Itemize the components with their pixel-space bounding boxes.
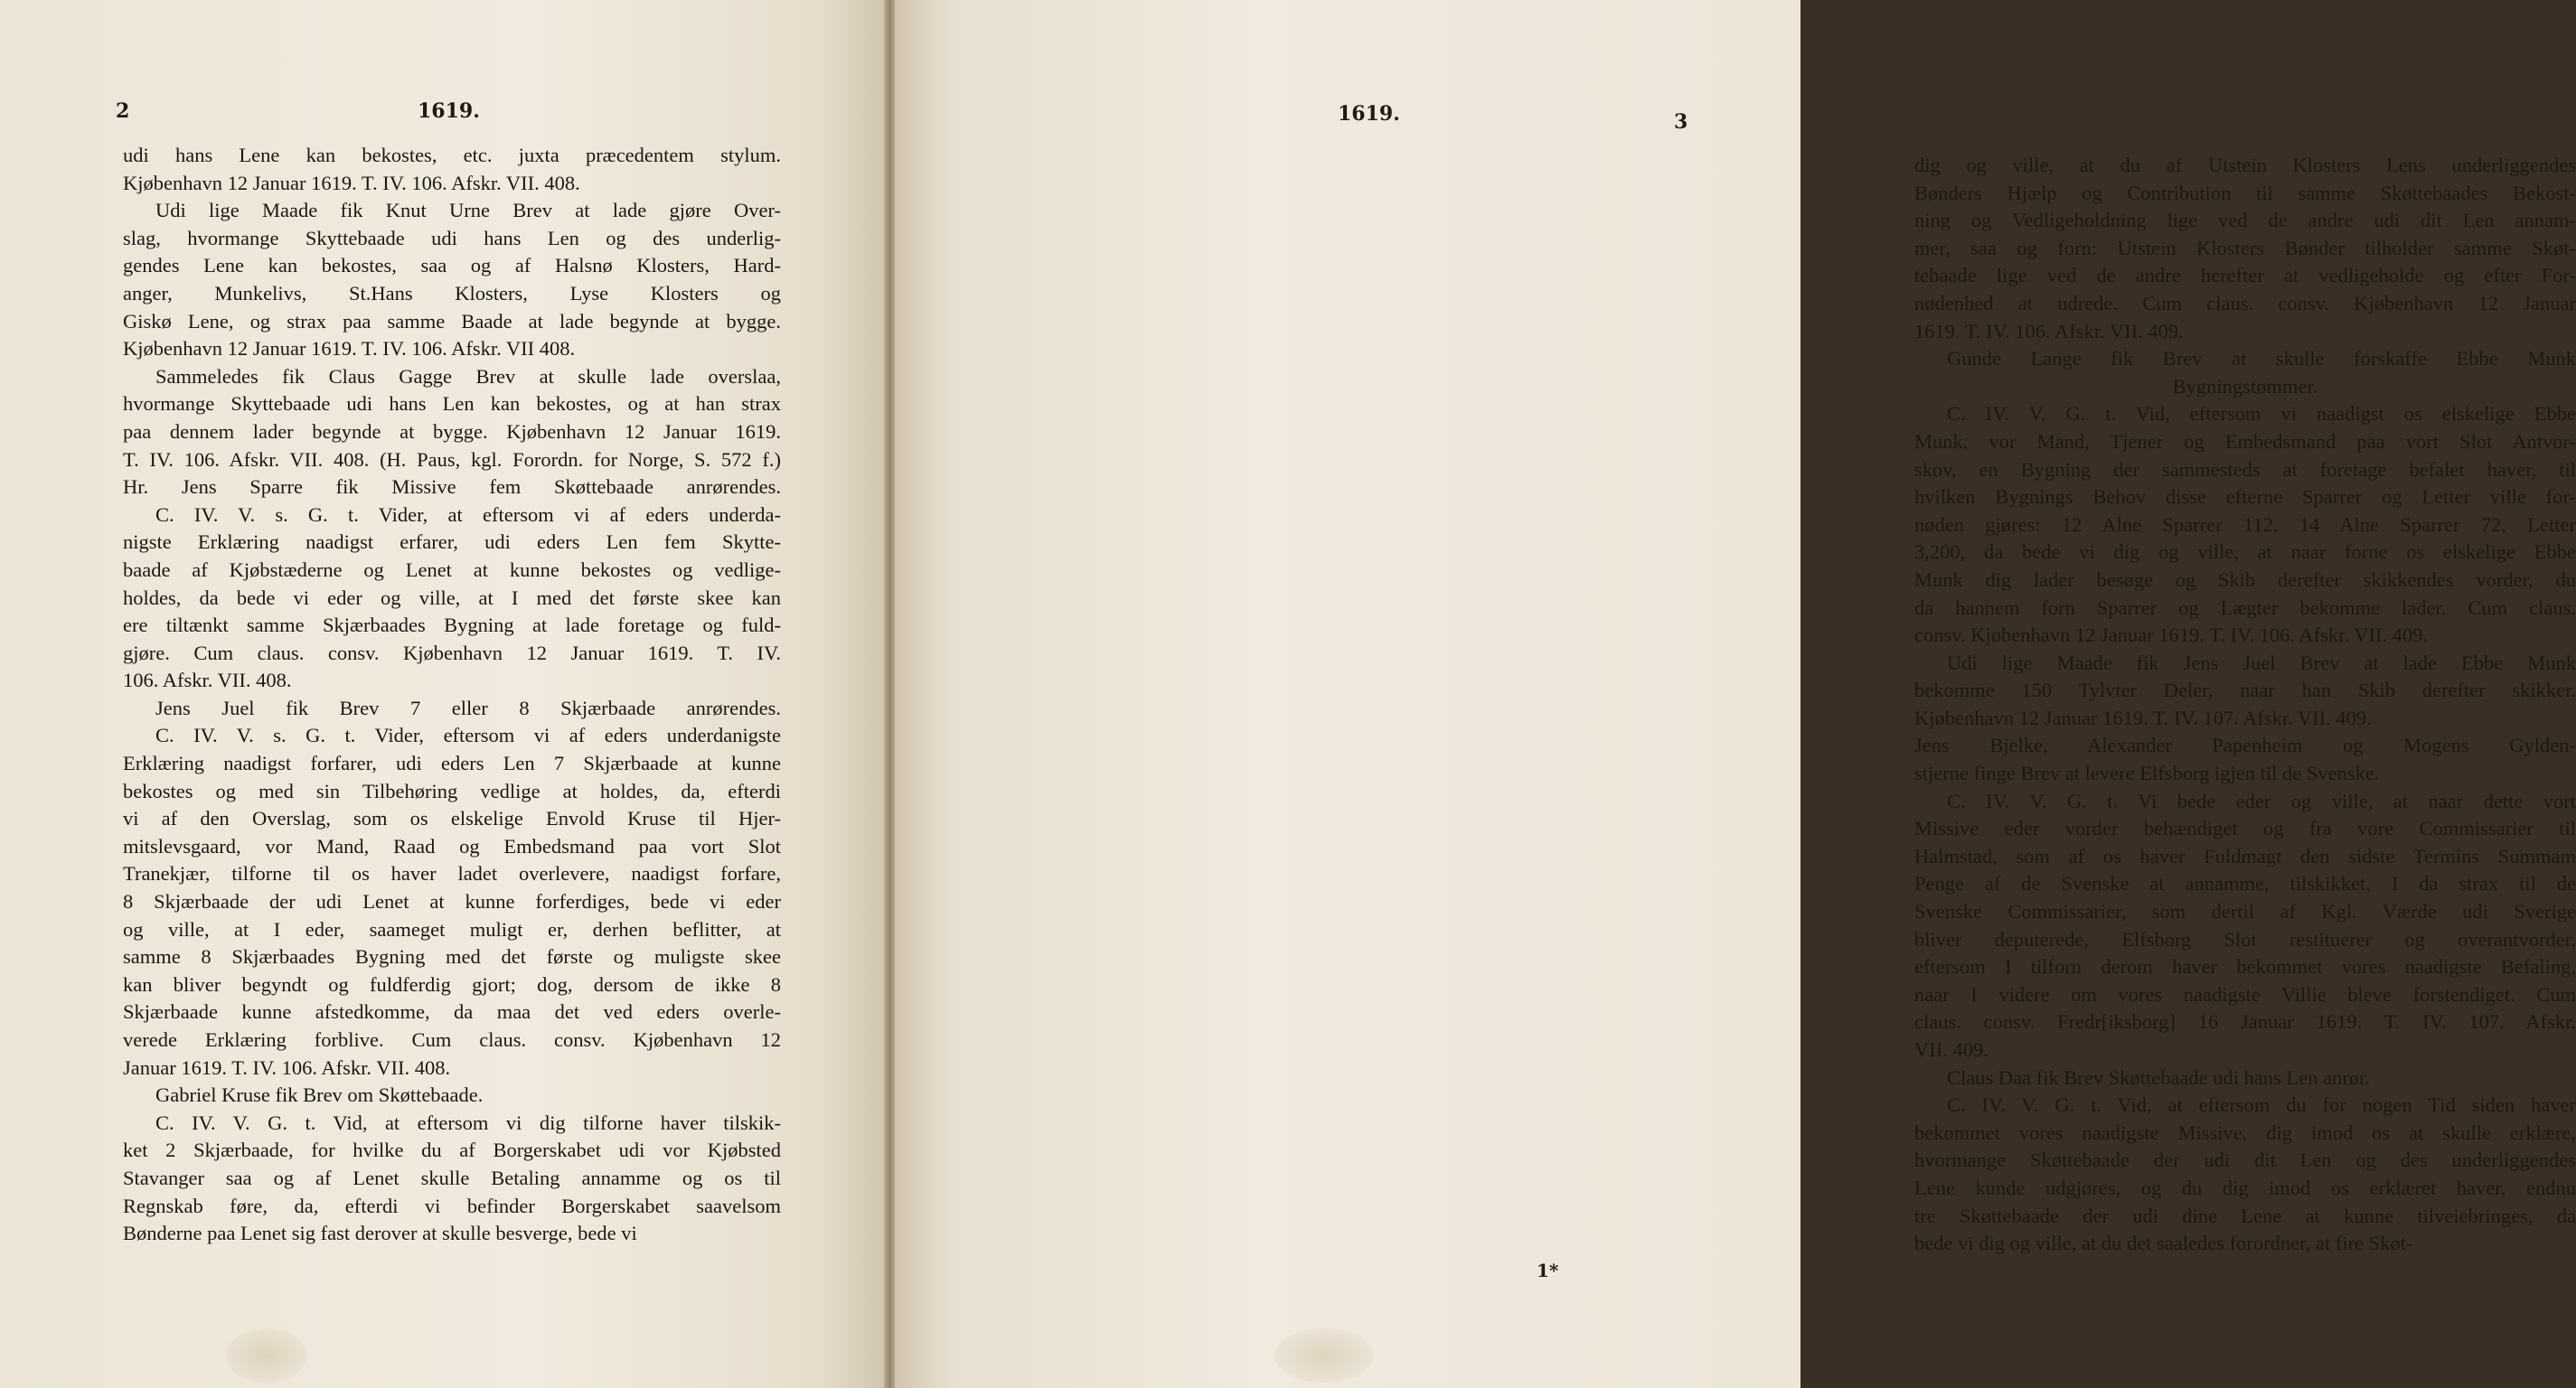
text-line: Kjøbenhavn 12 Januar 1619. T. IV. 106. Afskr. VII. 408.: [123, 171, 580, 194]
text-line: C. IV. V. G. t. Vid, eftersom vi naadigst os elskelige Ebbe: [1947, 402, 2576, 426]
text-line: C. IV. V. s. G. t. Vider, eftersom vi af eders underdanigste: [155, 724, 781, 747]
text-line: bekostes og med sin Tilbehøring vedlige at holdes, da, efterdi: [123, 779, 781, 802]
left-page: [0, 0, 889, 1388]
text-line: verede Erklæring forblive. Cum claus. consv. Kjøbenhavn 12: [123, 1028, 781, 1051]
page-body-text: [1914, 152, 2576, 1258]
text-line: Hr. Jens Sparre fik Missive fem Skøttebaade anrørendes.: [123, 475, 781, 499]
text-line: Munk, vor Mand, Tjener og Embedsmand paa vort Slot Antvor-: [1914, 429, 2576, 453]
right-page: [895, 0, 2576, 1388]
text-line: paa dennem lader begynde at bygge. Kjøbenhavn 12 Januar 1619.: [123, 419, 781, 443]
text-line: Stavanger saa og af Lenet skulle Betaling annamme og os til: [123, 1166, 781, 1189]
text-line: VII. 409.: [1914, 1038, 1988, 1061]
text-line: bede vi dig og ville, at du det saaledes forordner, at fire Skøt-: [1914, 1232, 2413, 1255]
text-line: consv. Kjøbenhavn 12 Januar 1619. T. IV. 106. Afskr. VII. 409.: [1914, 624, 2429, 647]
text-line: T. IV. 106. Afskr. VII. 408. (H. Paus, kgl. Forordn. for Norge, S. 572 f.): [123, 447, 781, 471]
text-line: Bønderne paa Lenet sig fast derover at skulle besverge, bede vi: [123, 1222, 637, 1245]
text-line: slag, hvormange Skyttebaade udi hans Len og des underlig-: [123, 226, 781, 249]
text-line: Halmstad, som af os haver Fuldmagt den sidste Termins Summam: [1914, 844, 2576, 868]
paper-stain: [1274, 1328, 1374, 1383]
text-line: Udi lige Maade fik Knut Urne Brev at lade gjøre Over-: [155, 199, 781, 222]
text-line: Sammeledes fik Claus Gagge Brev at skulle lade overslaa,: [155, 364, 781, 388]
text-line: og ville, at I eder, saameget muligt er, derhen beflitter, at: [123, 917, 781, 941]
text-line: Gunde Lange fik Brev at skulle forskaffe Ebbe Munk: [1947, 347, 2576, 370]
text-line: mer, saa og forn: Utstein Klosters Bønder tilholder samme Skøt-: [1914, 236, 2576, 259]
text-line: Svenske Commissarier, som dertil af Kgl. Værde udi Sverige: [1914, 900, 2576, 924]
text-line: Munk dig lader besøge og Skib derefter skikkendes vorder, du: [1914, 567, 2576, 591]
page-number: 3: [1674, 110, 1688, 134]
text-line: bekommet vores naadigste Missive, dig imod os at skulle erklære,: [1914, 1121, 2576, 1144]
text-line: stjerne finge Brev at levere Elfsborg igjen til de Svenske.: [1914, 762, 2380, 785]
running-head-year: 1619.: [1338, 102, 1400, 126]
text-line: Lene kunde udgjøres, og du dig imod os erklæret haver, endnu: [1914, 1176, 2576, 1199]
text-line: vi af den Overslag, som os elskelige Envold Kruse til Hjer-: [123, 807, 781, 830]
text-line: Erklæring naadigst forfarer, udi eders Len 7 Skjærbaade at kunne: [123, 752, 781, 775]
text-line: bekomme 150 Tylvter Deler, naar han Skib derefter skikker.: [1914, 679, 2576, 702]
text-line: Kjøbenhavn 12 Januar 1619. T. IV. 107. Afskr. VII. 409.: [1914, 706, 2372, 729]
text-line: claus. consv. Fredr[iksborg] 16 Januar 1619. T. IV. 107. Afskr.: [1914, 1010, 2576, 1034]
signature-mark: 1*: [1537, 1260, 1559, 1281]
text-line: Kjøbenhavn 12 Januar 1619. T. IV. 106. Afskr. VII 408.: [123, 337, 576, 361]
text-line: udi hans Lene kan bekostes, etc. juxta præcedentem stylum.: [123, 144, 781, 166]
text-line: nødenhed at udrede. Cum claus. consv. Kjøbenhavn 12 Januar: [1914, 291, 2576, 314]
text-line: Udi lige Maade fik Jens Juel Brev at lade Ebbe Munk: [1947, 651, 2576, 674]
text-line: Januar 1619. T. IV. 106. Afskr. VII. 408.: [123, 1055, 451, 1079]
text-line: bliver deputerede, Elfsborg Slot restituerer og overantvorder,: [1914, 927, 2576, 951]
text-line: Jens Bjelke, Alexander Papenheim og Mogens Gylden-: [1914, 734, 2576, 757]
text-line: kan bliver begyndt og fuldferdig gjort; dog, dersom de ikke 8: [123, 972, 781, 996]
text-line: Penge af de Svenske at annamme, tilskikket, I da strax til de: [1914, 872, 2576, 896]
text-line: hvormange Skyttebaade udi hans Len kan bekostes, og at han strax: [123, 392, 781, 416]
text-line: C. IV. V. G. t. Vid, at eftersom vi dig tilforne haver tilskik-: [155, 1111, 781, 1134]
text-line: Bygningstømmer.: [2172, 374, 2318, 398]
paper-stain: [226, 1328, 307, 1383]
text-line: Tranekjær, tilforne til os haver ladet overlevere, naadigst forfare,: [123, 862, 781, 886]
text-line: mitslevsgaard, vor Mand, Raad og Embedsmand paa vort Slot: [123, 834, 781, 858]
text-line: dig og ville, at du af Utstein Klosters Lens underliggendes: [1914, 154, 2576, 176]
text-line: naar I videre om vores naadigste Villie bleve forstendiget. Cum: [1914, 982, 2576, 1006]
text-line: Regnskab føre, da, efterdi vi befinder Borgerskabet saavelsom: [123, 1194, 781, 1217]
text-line: skov, en Bygning der sammesteds at foretage befalet haver, til: [1914, 457, 2576, 481]
text-line: baade af Kjøbstæderne og Lenet at kunne bekostes og vedlige-: [123, 558, 781, 581]
text-line: anger, Munkelivs, St.Hans Klosters, Lyse Klosters og: [123, 281, 781, 305]
running-head-year: 1619.: [418, 99, 480, 123]
text-line: eftersom I tilforn derom haver bekommet vores naadigste Befaling,: [1914, 955, 2576, 979]
text-line: ning og Vedligeholdning lige ved de andre udi dit Len annam-: [1914, 209, 2576, 232]
text-line: Claus Daa fik Brev Skøttebaade udi hans Len anrør.: [1947, 1065, 2370, 1089]
text-line: da hannem forn Sparrer og Lægter bekomme lader. Cum claus.: [1914, 596, 2576, 619]
text-line: tebaade lige ved de andre herefter at vedligeholde og efter For-: [1914, 264, 2576, 287]
page-number: 2: [116, 99, 130, 123]
text-line: C. IV. V. G. t. Vid, at eftersom du for nogen Tid siden haver: [1947, 1093, 2576, 1117]
text-line: tre Skøttebaade der udi dine Lene at kunne tilveiebringes, da: [1914, 1204, 2576, 1227]
text-line: nigste Erklæring naadigst erfarer, udi eders Len fem Skytte-: [123, 530, 781, 554]
text-line: ere tiltænkt samme Skjærbaades Bygning at lade foretage og fuld-: [123, 614, 781, 637]
text-line: samme 8 Skjærbaades Bygning med det første og muligste skee: [123, 945, 781, 969]
text-line: nøden gjøres: 12 Alne Sparrer 112, 14 Alne Sparrer 72, Letter: [1914, 512, 2576, 536]
text-line: Giskø Lene, og strax paa samme Baade at lade begynde at bygge.: [123, 309, 781, 333]
text-line: C. IV. V. G. t. Vi bede eder og ville, at naar dette vort: [1947, 789, 2576, 812]
text-line: gjøre. Cum claus. consv. Kjøbenhavn 12 Januar 1619. T. IV.: [123, 641, 781, 664]
text-line: holdes, da bede vi eder og ville, at I med det første skee kan: [123, 586, 781, 609]
text-line: 106. Afskr. VII. 408.: [123, 669, 292, 692]
page-body-text: [123, 142, 781, 1248]
text-line: Gabriel Kruse fik Brev om Skøttebaade.: [155, 1083, 484, 1107]
text-line: Missive eder vorder behændiget og fra vore Commissarier til: [1914, 817, 2576, 840]
text-line: hvilken Bygnings Behov disse efterne Sparrer og Letter ville for-: [1914, 485, 2576, 509]
text-line: 3,200, da bede vi dig og ville, at naar forne os elskelige Ebbe: [1914, 540, 2576, 564]
text-line: Skjærbaade kunne afstedkomme, da maa det ved eders overle-: [123, 1000, 781, 1024]
text-line: C. IV. V. s. G. t. Vider, at eftersom vi af eders underda-: [155, 502, 781, 526]
text-line: ket 2 Skjærbaade, for hvilke du af Borgerskabet udi vor Kjøbsted: [123, 1139, 781, 1162]
text-line: gendes Lene kan bekostes, saa og af Halsnø Klosters, Hard-: [123, 254, 781, 277]
text-line: Bønders Hjælp og Contribution til samme Skøttebaades Bekost-: [1914, 181, 2576, 204]
text-line: hvormange Skøttebaade der udi dit Len og des underliggendes: [1914, 1149, 2576, 1172]
text-line: Jens Juel fik Brev 7 eller 8 Skjærbaade anrørendes.: [155, 696, 781, 719]
text-line: 8 Skjærbaade der udi Lenet at kunne forferdiges, bede vi eder: [123, 890, 781, 914]
text-line: 1619. T. IV. 106. Afskr. VII. 409.: [1914, 319, 2184, 342]
